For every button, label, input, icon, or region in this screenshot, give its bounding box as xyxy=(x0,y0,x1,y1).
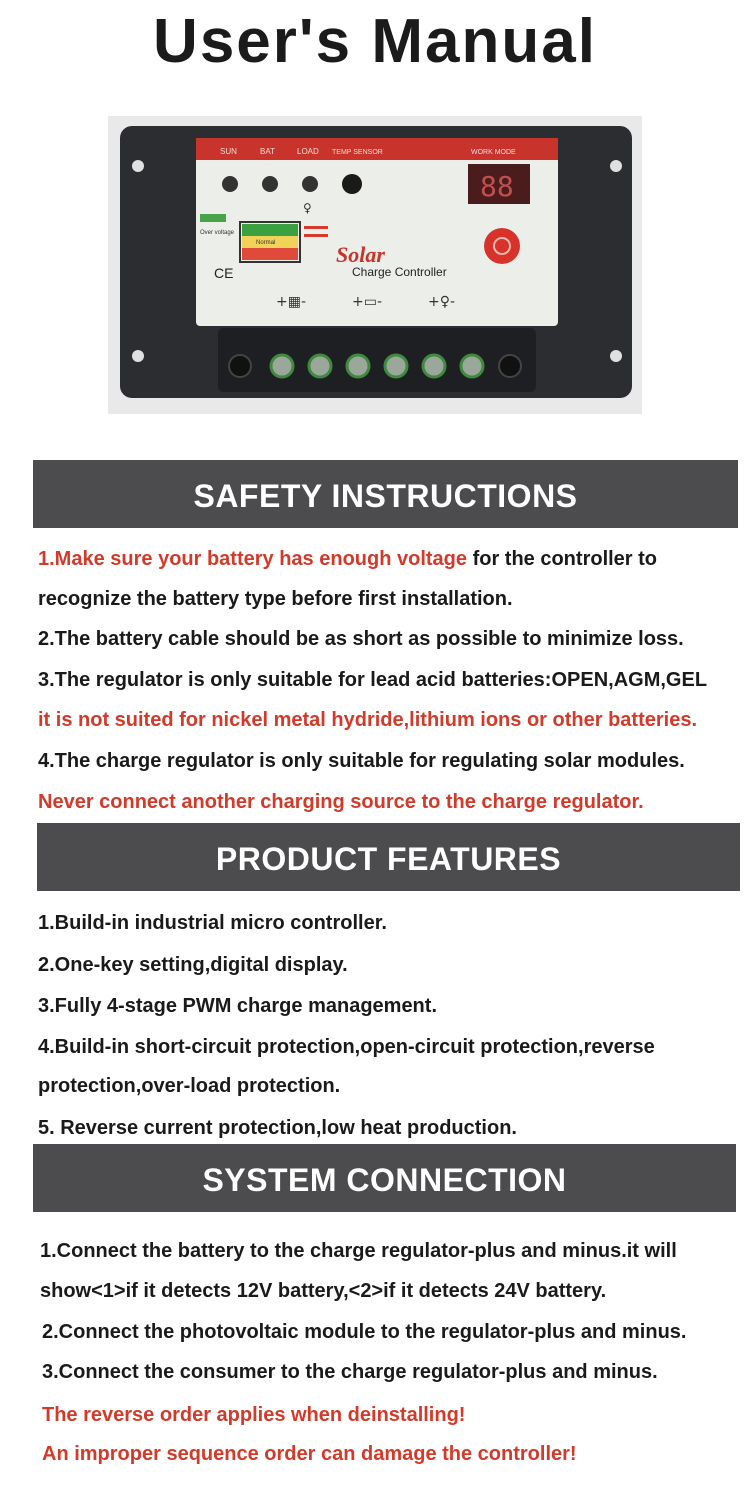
connection-heading xyxy=(33,1144,736,1212)
svg-text:88: 88 xyxy=(480,170,514,203)
page-title: User's Manual xyxy=(153,7,597,76)
svg-text:Over voltage: Over voltage xyxy=(200,230,235,236)
svg-text:TEMP SENSOR: TEMP SENSOR xyxy=(332,149,383,156)
features-line-5: protection,over-load protection. xyxy=(38,1075,341,1097)
connection-line-2: show<1>if it detects 12V battery,<2>if it detects 24V battery. xyxy=(40,1280,607,1302)
features-line-3: 3.Fully 4-stage PWM charge management. xyxy=(38,995,437,1017)
safety-heading xyxy=(33,460,738,528)
features-line-6: 5. Reverse current protection,low heat production. xyxy=(38,1117,517,1139)
features-line-4: 4.Build-in short-circuit protection,open-circuit protection,reverse xyxy=(38,1036,655,1058)
features-heading-text: PRODUCT FEATURES xyxy=(215,841,562,877)
safety-line-2: recognize the battery type before first installation. xyxy=(38,588,513,610)
charge-controller-illustration xyxy=(108,116,642,414)
safety-line-1: 1.Make sure your battery has enough voltage for the controller to xyxy=(38,548,658,570)
safety-warning-line-7: Never connect another charging source to the charge regulator. xyxy=(38,791,644,813)
connection-line-3: 2.Connect the photovoltaic module to the regulator-plus and minus. xyxy=(42,1321,687,1343)
svg-text:+▭-: +▭- xyxy=(352,294,383,310)
safety-line-6: 4.The charge regulator is only suitable for regulating solar modules. xyxy=(38,750,685,772)
svg-text:LOAD: LOAD xyxy=(297,147,319,156)
svg-text:Charge Controller: Charge Controller xyxy=(352,265,447,279)
svg-text:Normal: Normal xyxy=(256,240,276,246)
svg-text:SUN: SUN xyxy=(220,147,237,156)
features-line-2: 2.One-key setting,digital display. xyxy=(38,954,348,976)
svg-text:♀: ♀ xyxy=(303,201,312,215)
features-line-1: 1.Build-in industrial micro controller. xyxy=(38,912,387,934)
features-heading xyxy=(37,823,740,891)
connection-warning-line-5: The reverse order applies when deinstalling! xyxy=(42,1404,466,1426)
safety-line-3: 2.The battery cable should be as short as possible to minimize loss. xyxy=(38,628,684,650)
connection-line-1: 1.Connect the battery to the charge regulator-plus and minus.it will xyxy=(40,1240,677,1262)
safety-heading-text: SAFETY INSTRUCTIONS xyxy=(193,478,578,514)
safety-warning-line-5: it is not suited for nickel metal hydride,lithium ions or other batteries. xyxy=(38,709,697,731)
product-image xyxy=(108,116,642,414)
svg-text:Solar: Solar xyxy=(336,242,385,267)
svg-text:BAT: BAT xyxy=(260,147,275,156)
svg-text:WORK MODE: WORK MODE xyxy=(471,149,516,156)
svg-text:CE: CE xyxy=(214,265,234,281)
svg-text:+♀-: +♀- xyxy=(428,294,456,310)
safety-line-4: 3.The regulator is only suitable for lead acid batteries:OPEN,AGM,GEL xyxy=(38,669,708,691)
svg-text:+▦-: +▦- xyxy=(276,294,307,310)
connection-warning-line-6: An improper sequence order can damage the controller! xyxy=(42,1443,577,1465)
connection-heading-text: SYSTEM CONNECTION xyxy=(202,1162,567,1198)
connection-line-4: 3.Connect the consumer to the charge regulator-plus and minus. xyxy=(42,1361,658,1383)
